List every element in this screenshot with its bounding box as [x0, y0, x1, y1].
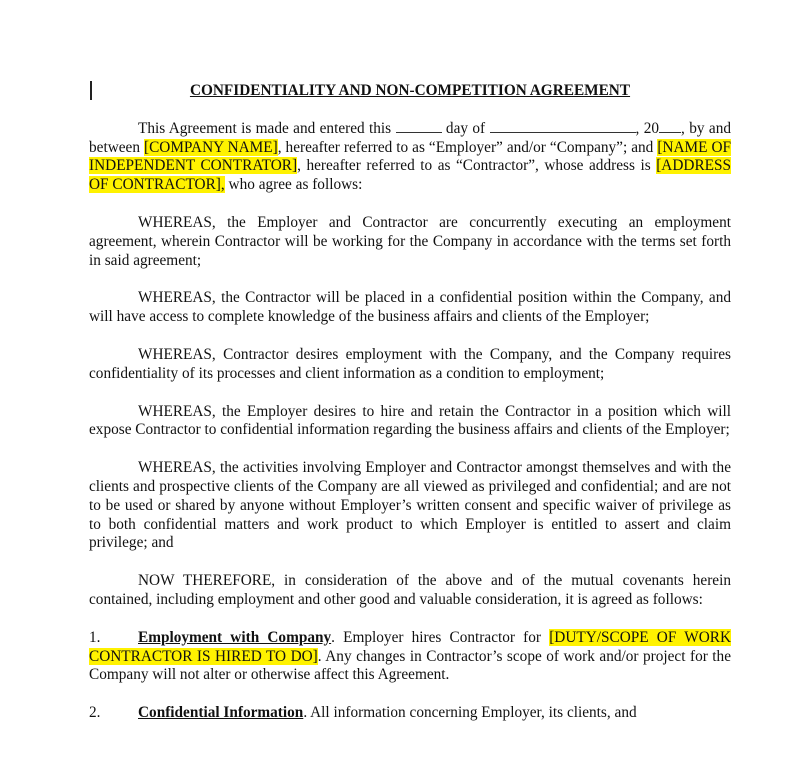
- section-number: 1.: [89, 628, 101, 646]
- section-heading: Employment with Company: [138, 628, 332, 646]
- month-blank[interactable]: [490, 120, 636, 133]
- intro-paragraph: This Agreement is made and entered this day of , 20 , by and between [COMPANY NAME], hereafter referred to as “Employer” and/or “Company”; and [NAME OF INDEPENDENT CONTRATOR], hereafter referred to as “Contractor”, whose address is [ADDRESS OF CONTRACTOR], who agree as follows:: [89, 119, 732, 194]
- day-blank[interactable]: [396, 120, 442, 133]
- whereas-paragraph-5: WHEREAS, the activities involving Employer and Contractor amongst themselves and with the clients and prospective clients of the Company are all viewed as privileged and confidential; and are not to be used or shared by anyone without Employer’s written consent and specific waiver of privilege as to both confidential matters and work product to which Employer is entitled to assert and claim privilege; and: [89, 459, 731, 552]
- duty-scope-placeholder: [DUTY/SCOPE OF WORK CONTRACTOR IS HIRED TO DO]: [89, 628, 731, 665]
- company-name-placeholder: [COMPANY NAME]: [143, 138, 278, 156]
- contractor-address-placeholder: [ADDRESS OF CONTRACTOR],: [89, 157, 731, 194]
- whereas-paragraph-1: WHEREAS, the Employer and Contractor are concurrently executing an employment agreement, wherein Contractor will be working for the Company in accordance with the terms set forth in said agreement;: [89, 213, 731, 269]
- whereas-paragraph-3: WHEREAS, Contractor desires employment with the Company, and the Company requires confidentiality of its processes and client information as a condition to employment;: [89, 345, 731, 382]
- section-1: 1. Employment with Company. Employer hires Contractor for [DUTY/SCOPE OF WORK CONTRACTOR IS HIRED TO DO]. Any changes in Contractor’s scope of work and/or project for the Company will not alter or otherwise affect this Agreement.: [89, 628, 731, 684]
- document-page[interactable]: [89, 82, 731, 742]
- now-therefore-paragraph: NOW THEREFORE, in consideration of the above and of the mutual covenants herein contained, including employment and other good and valuable consideration, it is agreed as follows:: [89, 572, 731, 608]
- year-blank[interactable]: [659, 120, 681, 133]
- section-heading: Confidential Information: [138, 704, 304, 722]
- section-2: 2. Confidential Information. All information concerning Employer, its clients, and: [89, 704, 637, 722]
- whereas-paragraph-2: WHEREAS, the Contractor will be placed in a confidential position within the Company, and will have access to complete knowledge of the business affairs and clients of the Employer;: [89, 289, 731, 326]
- whereas-paragraph-4: WHEREAS, the Employer desires to hire and retain the Contractor in a position which will expose Contractor to confidential information regarding the business affairs and clients of the Employer;: [89, 402, 731, 439]
- contractor-name-placeholder: [NAME OF INDEPENDENT CONTRATOR]: [89, 138, 731, 175]
- document-title: CONFIDENTIALITY AND NON-COMPETITION AGREEMENT: [189, 82, 631, 99]
- section-number: 2.: [89, 704, 101, 722]
